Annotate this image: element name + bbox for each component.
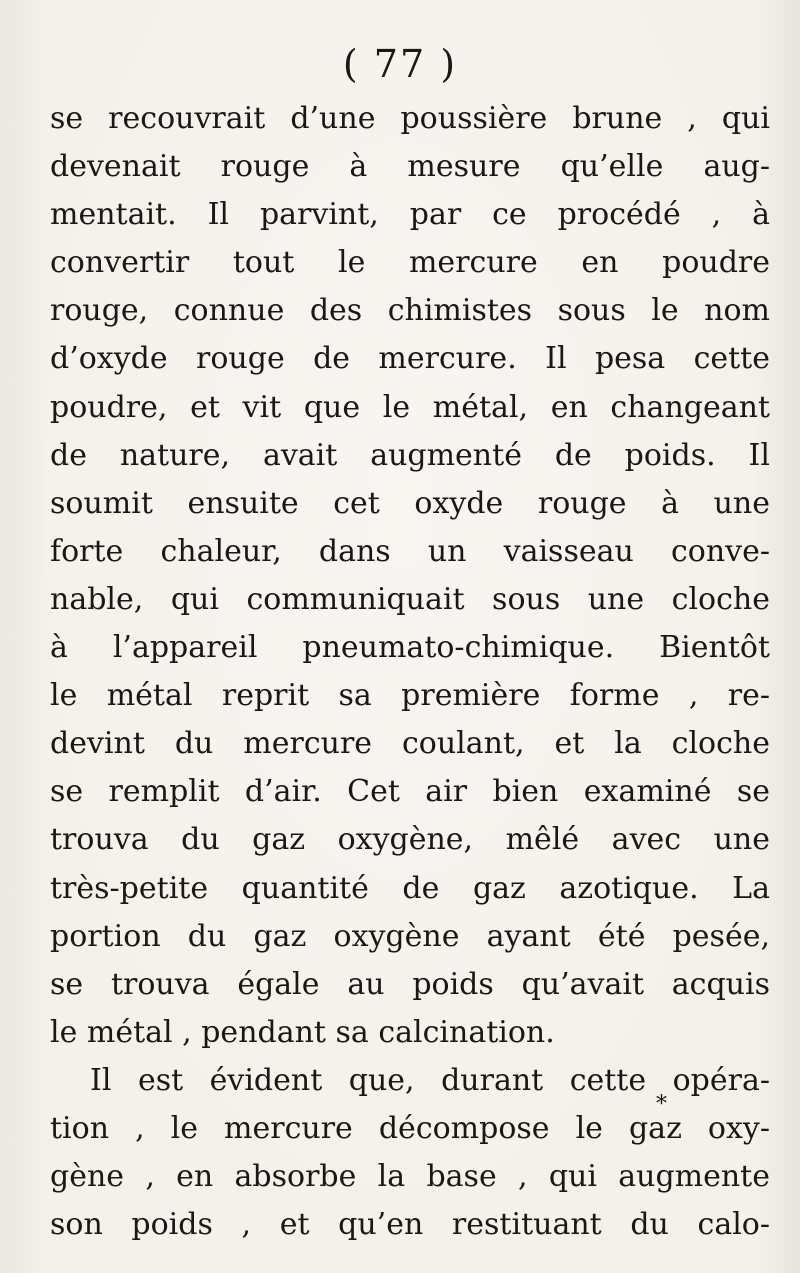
text-line: son poids , et qu’en restituant du calo- (50, 1207, 770, 1243)
text-line: tion , le mercure décompose le gaz oxy- (50, 1110, 770, 1146)
text-line: à l’appareil pneumato-chimique. Bientôt (50, 630, 770, 666)
text-line: forte chaleur, dans un vaisseau conve- (50, 533, 770, 569)
text-line: se trouva égale au poids qu’avait acquis (50, 966, 770, 1002)
text-line: mentait. Il parvint, par ce procédé , à (50, 197, 770, 233)
page-number: ( 77 ) (342, 42, 458, 86)
text-line: gène , en absorbe la base , qui augmente (50, 1159, 770, 1195)
text-line: très-petite quantité de gaz azotique. La (50, 870, 770, 906)
text-line: devint du mercure coulant, et la cloche (50, 726, 770, 762)
text-line: le métal reprit sa première forme , re- (50, 678, 770, 714)
body-text (50, 95, 770, 1249)
text-line: se remplit d’air. Cet air bien examiné se (50, 774, 770, 810)
text-line: d’oxyde rouge de mercure. Il pesa cette (50, 341, 770, 377)
text-line: de nature, avait augmenté de poids. Il (50, 437, 770, 473)
text-line: le métal , pendant sa calcination. (50, 1014, 555, 1050)
signature-mark: * (656, 1092, 667, 1117)
text-line: portion du gaz oxygène ayant été pesée, (50, 918, 770, 954)
text-line: se recouvrait d’une poussière brune , qui (50, 101, 770, 136)
text-line: poudre, et vit que le métal, en changeant (50, 389, 770, 425)
text-line: nable, qui communiquait sous une cloche (50, 581, 770, 617)
text-line: convertir tout le mercure en poudre (50, 245, 770, 281)
text-line: trouva du gaz oxygène, mêlé avec une (50, 822, 770, 858)
text-line: soumit ensuite cet oxyde rouge à une (50, 485, 770, 521)
text-line: devenait rouge à mesure qu’elle aug- (50, 149, 770, 185)
text-line: rouge, connue des chimistes sous le nom (50, 293, 770, 329)
text-line: Il est évident que, durant cette opéra- (90, 1062, 770, 1098)
